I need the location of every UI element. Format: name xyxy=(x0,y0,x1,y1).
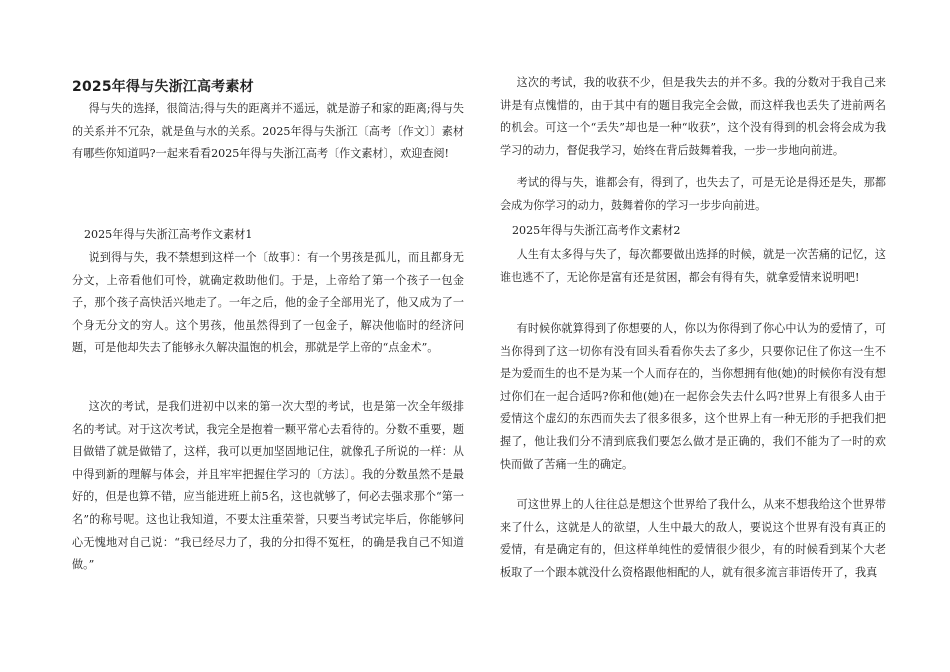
section-1-paragraph-2: 这次的考试，是我们进初中以来的第一次大型的考试，也是第一次全年级排名的考试。对于这次考试，我完全是抱着一颗平常心去看待的。分数不重要，题目做错了就是做错了，这样，我可以更加坚固地记住，就像孔子所说的一样：从中得到新的理解与体会，并且牢牢把握住学习的〔方法〕。我的分数虽然不是最好的，但是也算不错，应当能进班上前5名，这也就够了，何必去强求那个“第一名”的称号呢。这也让我知道，不要太注重荣誉，只要当考试完毕后，你能够问心无愧地对自己说：“我已经尽力了，我的分扣得不冤枉，的确是我自己不知道做。” xyxy=(72,400,464,572)
section-2-title: 2025年得与失浙江高考作文素材2 xyxy=(512,224,681,237)
section-1-paragraph-1: 说到得与失，我不禁想到这样一个〔故事〕：有一个男孩是孤儿，而且都身无分文，上帝看他们可怜，就确定救助他们。于是，上帝给了第一个孩子一包金子，那个孩子高快活兴地走了。一年之后，他的金子全部用光了，他又成为了一个身无分文的穷人。这个男孩，他虽然得到了一包金子，解决他临时的经济问题，可是他却失去了能够永久解决温饱的机会，那就是学上帝的“点金术”。 xyxy=(72,251,464,355)
right-paragraph-1: 这次的考试，我的收获不少，但是我失去的并不多。我的分数对于我自己来讲是有点愧惜的，由于其中有的题目我完全会做，而这样我也丢失了进前两名的机会。可这一个“丢失”却也是一种“收获”，这个没有得到的机会将会成为我学习的动力，督促我学习，始终在背后鼓舞着我，一步一步地向前进。 xyxy=(500,76,886,157)
section-1-title: 2025年得与失浙江高考作文素材1 xyxy=(84,228,253,241)
document-title: 2025年得与失浙江高考素材 xyxy=(72,79,254,95)
intro-paragraph: 得与失的选择，很简洁;得与失的距离并不遥远，就是游子和家的距离;得与失的关系并不冗杂，就是鱼与水的关系。2025年得与失浙江〔高考〔作文〕〕素材有哪些你知道吗?一起来看看2025年得与失浙江高考〔作文素材〕，欢迎查阅! xyxy=(72,102,464,161)
section-2-paragraph-1: 人生有太多得与失了，每次都要做出选择的时候，就是一次苦痛的记忆，这谁也逃不了，无论你是富有还是贫困，都会有得有失，就拿爱情来说明吧! xyxy=(500,248,886,284)
right-paragraph-2: 考试的得与失，谁都会有，得到了，也失去了，可是无论是得还是失，那都会成为你学习的动力，鼓舞着你的学习一步步向前进。 xyxy=(500,176,886,212)
section-2-paragraph-2: 有时候你就算得到了你想要的人，你以为你得到了你心中认为的爱情了，可当你得到了这一切你有没有回头看看你失去了多少，只要你记住了你这一生不是为爱而生的也不是为某一个人而存在的，当你想拥有他(她)的时候你有没有想过你们在一起合适吗?你和他(她)在一起你会失去什么吗?世界上有很多人由于爱情这个虚幻的东西而失去了很多很多，这个世界上有一种无形的手把我们把握了，他让我们分不清到底我们要怎么做才是正确的，我们不能为了一时的欢快而做了苦痛一生的确定。 xyxy=(500,322,886,471)
section-2-paragraph-3: 可这世界上的人往往总是想这个世界给了我什么，从来不想我给这个世界带来了什么，这就是人的欲望，人生中最大的敌人，要说这个世界有没有真正的爱情，有是确定有的，但这样单纯性的爱情很少很少，有的时候看到某个大老板取了一个跟本就没什么资格跟他相配的人，就有很多流言菲语传开了，我真 xyxy=(500,498,886,579)
